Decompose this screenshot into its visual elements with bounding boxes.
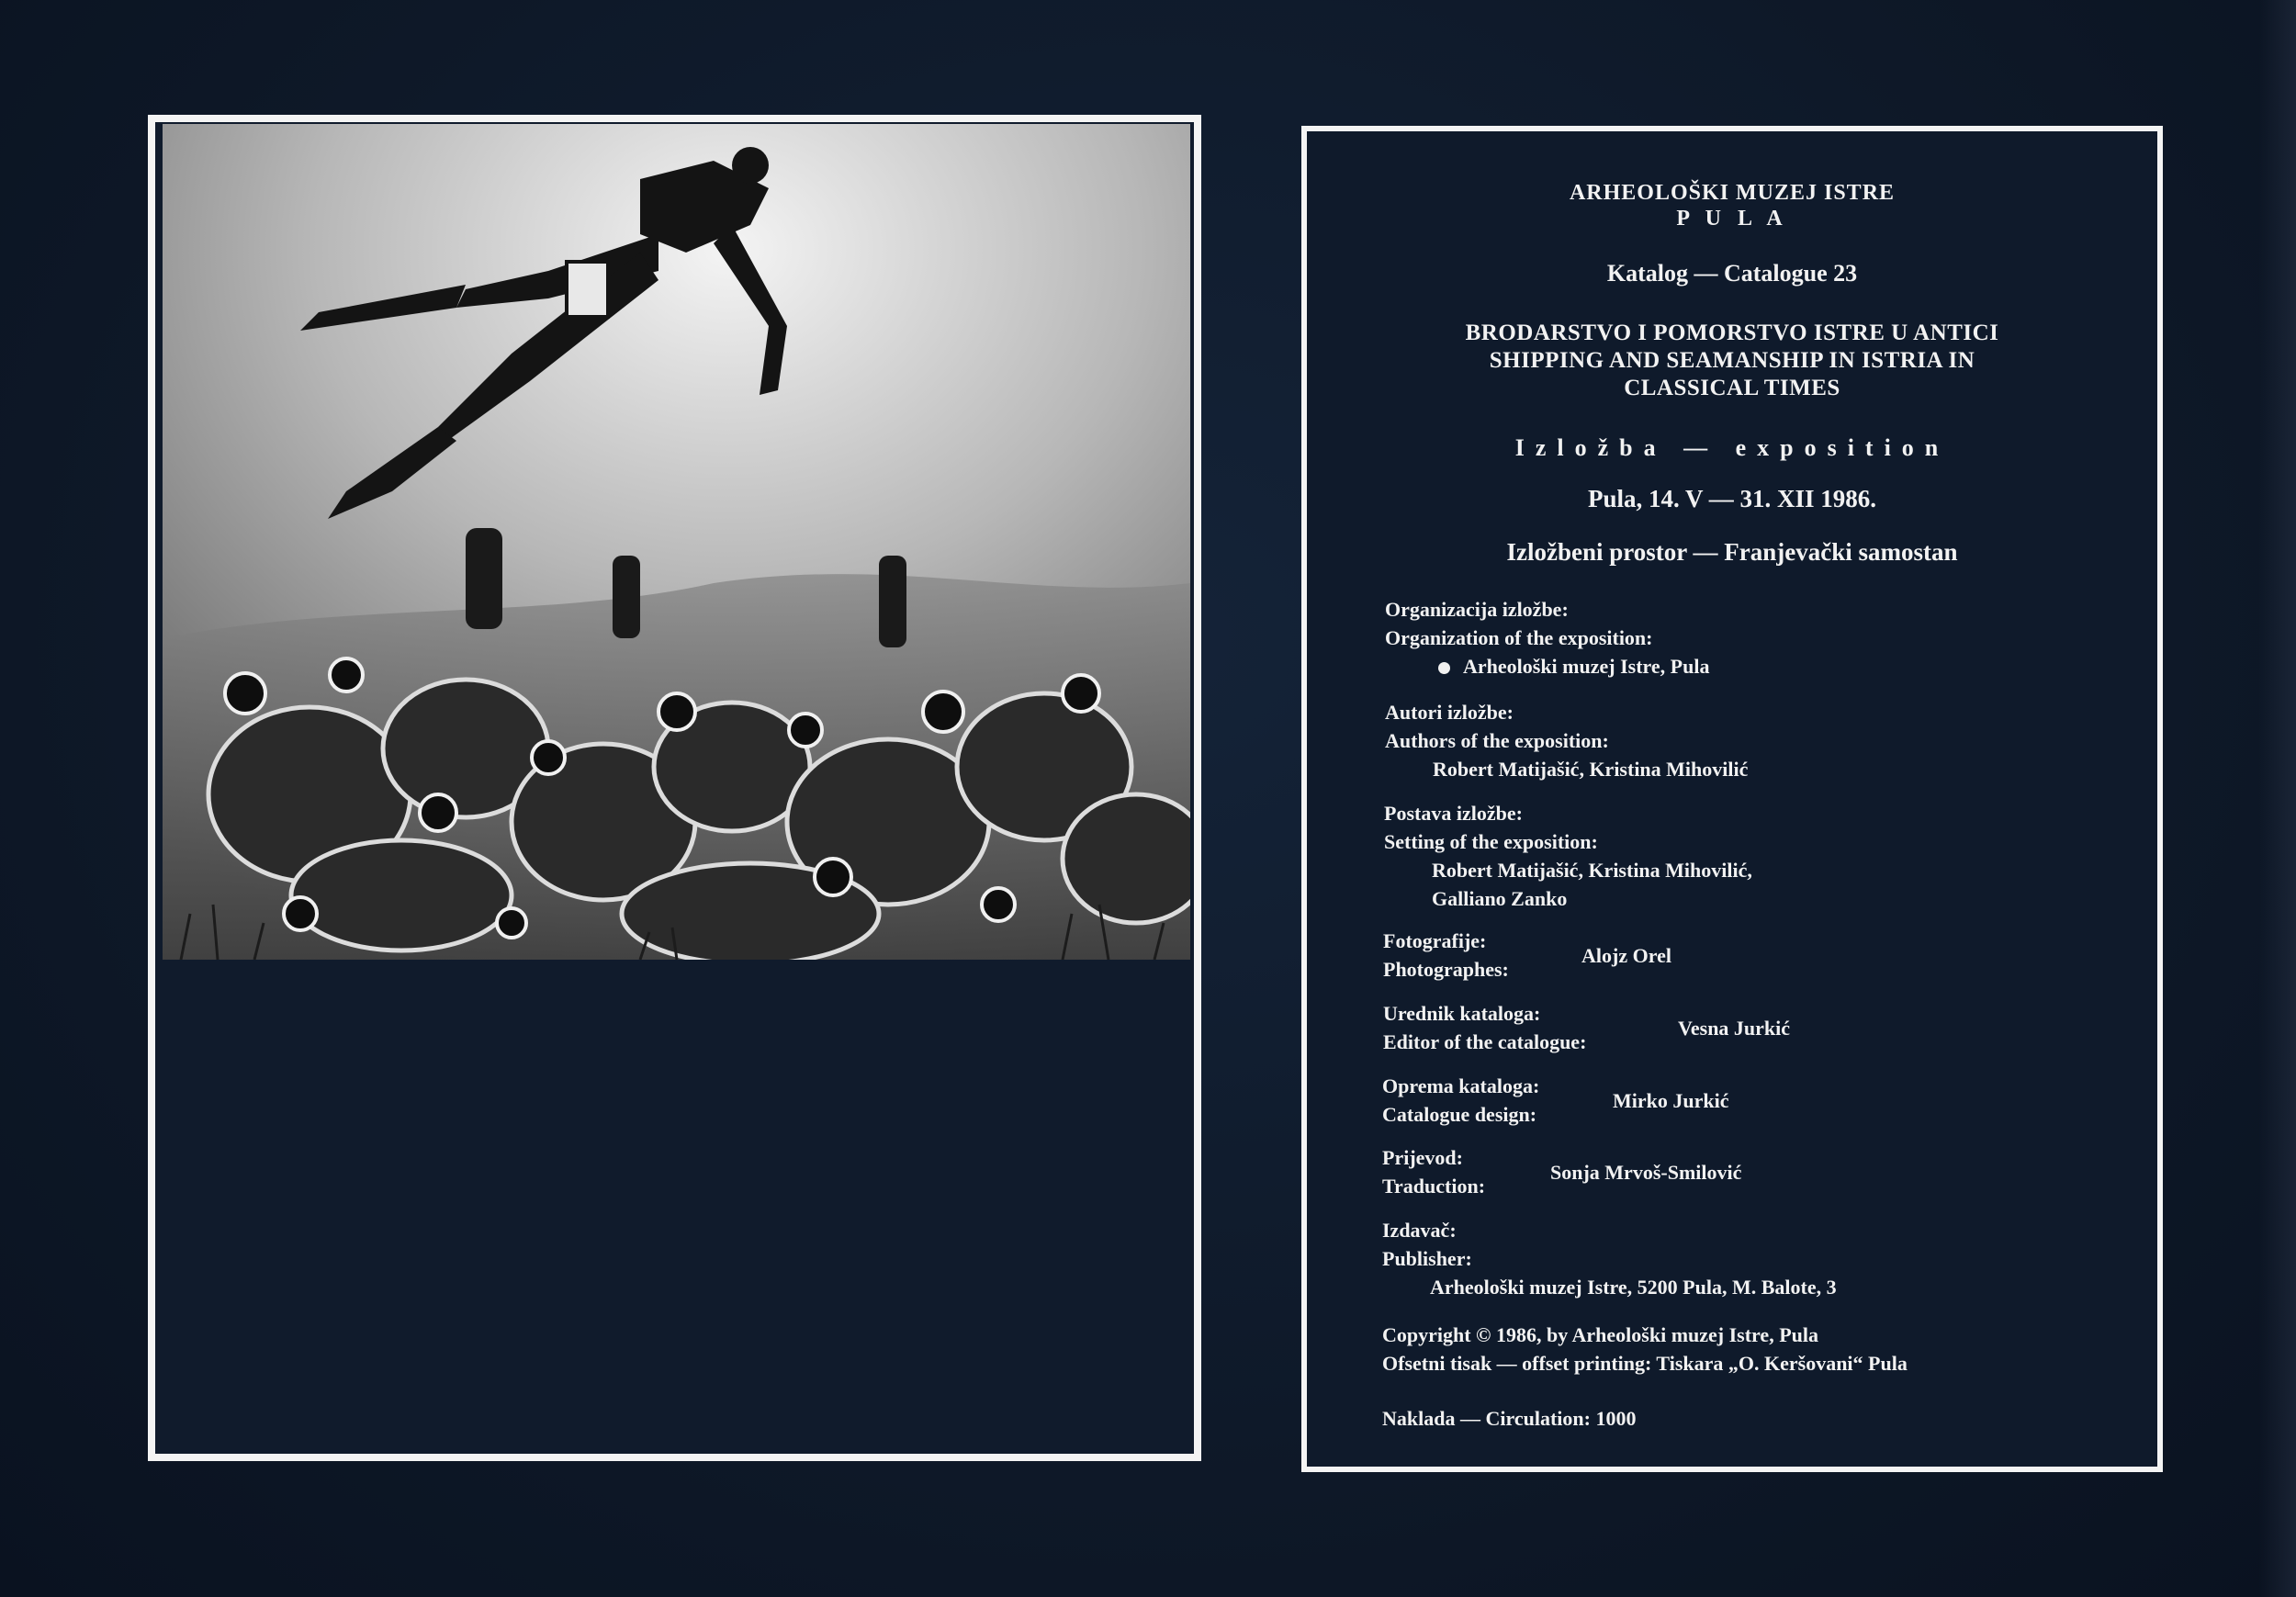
- catalogue-number: Katalog — Catalogue 23: [1606, 260, 1858, 287]
- photo-frame: [148, 115, 1201, 1461]
- setting-value-line1: Robert Matijašić, Kristina Mihovilić,: [1432, 859, 1752, 882]
- printing-line: Ofsetni tisak — offset printing: Tiskara „O. Keršovani“ Pula: [1382, 1352, 1908, 1375]
- editor-value: Vesna Jurkić: [1678, 1017, 1791, 1040]
- exposition-dates: Pula, 14. V — 31. XII 1986.: [1587, 485, 1877, 512]
- translation-value: Sonja Mrvoš-Smilović: [1550, 1161, 1742, 1184]
- setting-value-line2: Galliano Zanko: [1432, 887, 1568, 910]
- organization-label-en: Organization of the exposition:: [1385, 626, 1653, 649]
- setting-label-hr: Postava izložbe:: [1384, 802, 1523, 825]
- exposition-label: Izložba — exposition: [1514, 434, 1950, 461]
- museum-city: P U L A: [1676, 207, 1788, 231]
- title-croatian: BRODARSTVO I POMORSTVO ISTRE U ANTICI: [1465, 321, 1999, 345]
- photographs-value: Alojz Orel: [1581, 944, 1671, 967]
- colophon-panel: [1301, 126, 2163, 1472]
- authors-label-hr: Autori izložbe:: [1385, 701, 1514, 724]
- authors-value: Robert Matijašić, Kristina Mihovilić: [1433, 758, 1749, 781]
- authors-label-en: Authors of the exposition:: [1385, 729, 1609, 752]
- translation-label-hr: Prijevod:: [1382, 1146, 1463, 1169]
- copyright-line: Copyright © 1986, by Arheološki muzej Istre, Pula: [1382, 1323, 1818, 1346]
- photographs-label-en: Photographes:: [1383, 958, 1509, 981]
- museum-name: ARHEOLOŠKI MUZEJ ISTRE: [1569, 181, 1896, 205]
- design-value: Mirko Jurkić: [1613, 1089, 1729, 1112]
- underwater-photo: [163, 124, 1190, 960]
- circulation-line: Naklada — Circulation: 1000: [1382, 1407, 1637, 1430]
- organization-value: Arheološki muzej Istre, Pula: [1438, 655, 1709, 679]
- bullet-icon: [1438, 662, 1450, 674]
- design-label-en: Catalogue design:: [1382, 1103, 1537, 1126]
- translation-label-en: Traduction:: [1382, 1175, 1486, 1198]
- design-label-hr: Oprema kataloga:: [1382, 1074, 1540, 1097]
- publisher-value: Arheološki muzej Istre, 5200 Pula, M. Balote, 3: [1430, 1276, 1837, 1299]
- publisher-label-en: Publisher:: [1382, 1247, 1472, 1270]
- editor-label-en: Editor of the catalogue:: [1383, 1030, 1587, 1053]
- title-english-line1: SHIPPING AND SEAMANSHIP IN ISTRIA IN: [1489, 348, 1975, 373]
- editor-label-hr: Urednik kataloga:: [1383, 1002, 1541, 1025]
- title-english-line2: CLASSICAL TIMES: [1624, 376, 1840, 400]
- cover-edge-wear: [2259, 0, 2296, 1597]
- photographs-label-hr: Fotografije:: [1383, 929, 1487, 952]
- exposition-venue: Izložbeni prostor — Franjevački samostan: [1506, 538, 1958, 566]
- organization-label-hr: Organizacija izložbe:: [1385, 598, 1569, 621]
- publisher-label-hr: Izdavač:: [1382, 1219, 1457, 1242]
- setting-label-en: Setting of the exposition:: [1384, 830, 1598, 853]
